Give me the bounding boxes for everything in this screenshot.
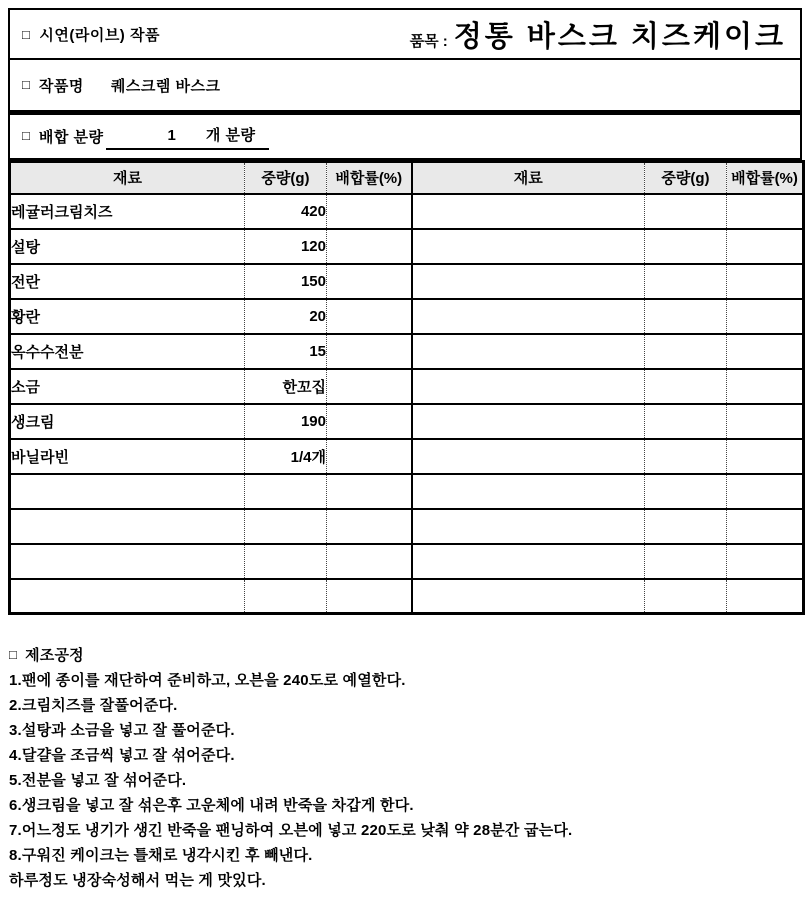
- cell-ratio-left: [327, 264, 412, 299]
- item-title-group: [410, 14, 786, 55]
- table-row: [10, 439, 804, 474]
- cell-ingredient-right: [412, 229, 645, 264]
- cell-ingredient-right: [412, 474, 645, 509]
- table-row: [10, 369, 804, 404]
- cell-weight-left: 420: [245, 194, 327, 229]
- cell-ratio-left: [327, 334, 412, 369]
- process-step: 7.어느정도 냉기가 생긴 반죽을 팬닝하여 오븐에 넣고 220도로 낮춰 약 28분간 굽는다.: [9, 822, 573, 839]
- cell-weight-left: 한꼬집: [245, 369, 327, 404]
- process-step: 하루정도 냉장숙성해서 먹는 게 맛있다.: [9, 872, 266, 889]
- cell-ingredient-left: 옥수수전분: [10, 334, 245, 369]
- cell-ingredient-left: 생크림: [10, 404, 245, 439]
- cell-ingredient-left: [10, 544, 245, 579]
- cell-ingredient-right: [412, 369, 645, 404]
- ingredient-table: [8, 160, 805, 615]
- process-step: 6.생크림을 넣고 잘 섞은후 고운체에 내려 반죽을 차갑게 한다.: [9, 797, 414, 814]
- process-heading: [9, 643, 802, 668]
- cell-ratio-left: [327, 229, 412, 264]
- process-step: 2.크림치즈를 잘풀어준다.: [9, 697, 178, 714]
- cell-ingredient-left: 레귤러크림치즈: [10, 194, 245, 229]
- cell-weight-left: 20: [245, 299, 327, 334]
- cell-ratio-right: [727, 334, 804, 369]
- cell-weight-right: [645, 229, 727, 264]
- cell-ingredient-left: [10, 579, 245, 614]
- cell-weight-left: [245, 544, 327, 579]
- cell-weight-left: [245, 579, 327, 614]
- checkbox-icon: □: [22, 128, 30, 143]
- column-header-ratio-right: 배합률(%): [727, 162, 804, 194]
- cell-ratio-left: [327, 369, 412, 404]
- cell-ingredient-left: 소금: [10, 369, 245, 404]
- ingredient-table-body: [10, 194, 804, 614]
- table-row: [10, 474, 804, 509]
- cell-ratio-left: [327, 474, 412, 509]
- table-row: [10, 229, 804, 264]
- cell-weight-right: [645, 194, 727, 229]
- cell-ratio-left: [327, 509, 412, 544]
- table-row: [10, 299, 804, 334]
- batch-quantity-value: 1: [167, 126, 176, 144]
- batch-quantity-blank: [106, 124, 270, 150]
- work-name-label: 작품명: [38, 77, 84, 95]
- cell-weight-left: 15: [245, 334, 327, 369]
- checkbox-icon: □: [9, 647, 18, 662]
- process-step: 4.달걀을 조금씩 넣고 잘 섞어준다.: [9, 747, 235, 764]
- column-header-weight-right: 중량(g): [645, 162, 727, 194]
- column-header-ingredient-right: 재료: [412, 162, 645, 194]
- cell-weight-left: 1/4개: [245, 439, 327, 474]
- cell-ratio-right: [727, 264, 804, 299]
- cell-weight-right: [645, 509, 727, 544]
- cell-ingredient-right: [412, 264, 645, 299]
- process-step: 3.설탕과 소금을 넣고 잘 풀어준다.: [9, 722, 235, 739]
- cell-ratio-right: [727, 229, 804, 264]
- process-step: 5.전분을 넣고 잘 섞어준다.: [9, 772, 187, 789]
- batch-unit-label: 개 분량: [205, 126, 256, 144]
- demo-label-group: [22, 24, 160, 45]
- cell-ingredient-left: [10, 474, 245, 509]
- cell-ratio-right: [727, 369, 804, 404]
- cell-ratio-left: [327, 439, 412, 474]
- cell-ratio-left: [327, 544, 412, 579]
- work-name-value: 퀘스크렘 바스크: [110, 77, 221, 95]
- cell-ingredient-right: [412, 509, 645, 544]
- cell-ratio-left: [327, 194, 412, 229]
- cell-ratio-right: [727, 474, 804, 509]
- cell-ratio-right: [727, 579, 804, 614]
- item-title: 정통 바스크 치즈케이크: [453, 20, 786, 53]
- header-row-batch: [8, 112, 802, 160]
- cell-ingredient-right: [412, 194, 645, 229]
- column-header-ingredient-left: 재료: [10, 162, 245, 194]
- table-row: [10, 334, 804, 369]
- cell-weight-left: [245, 474, 327, 509]
- cell-weight-left: 120: [245, 229, 327, 264]
- cell-ingredient-left: 설탕: [10, 229, 245, 264]
- cell-ingredient-right: [412, 334, 645, 369]
- cell-ingredient-right: [412, 579, 645, 614]
- cell-ingredient-right: [412, 299, 645, 334]
- cell-ingredient-left: 황란: [10, 299, 245, 334]
- checkbox-icon: □: [22, 26, 31, 42]
- cell-ingredient-left: 바닐라빈: [10, 439, 245, 474]
- cell-ingredient-left: 전란: [10, 264, 245, 299]
- cell-ratio-right: [727, 439, 804, 474]
- cell-weight-right: [645, 369, 727, 404]
- cell-ratio-right: [727, 544, 804, 579]
- checkbox-icon: □: [22, 76, 30, 92]
- cell-weight-right: [645, 439, 727, 474]
- cell-ingredient-right: [412, 544, 645, 579]
- table-header-row: [10, 162, 804, 194]
- batch-label: 배합 분량: [38, 129, 104, 146]
- cell-ingredient-right: [412, 439, 645, 474]
- cell-weight-left: [245, 509, 327, 544]
- cell-ratio-right: [727, 509, 804, 544]
- cell-ratio-left: [327, 404, 412, 439]
- column-header-ratio-left: 배합률(%): [327, 162, 412, 194]
- cell-weight-left: 150: [245, 264, 327, 299]
- process-step: 1.팬에 종이를 재단하여 준비하고, 오븐을 240도로 예열한다.: [9, 672, 406, 689]
- cell-weight-right: [645, 544, 727, 579]
- cell-weight-right: [645, 264, 727, 299]
- header-row-workname: [8, 60, 802, 112]
- table-row: [10, 579, 804, 614]
- cell-weight-right: [645, 299, 727, 334]
- table-row: [10, 509, 804, 544]
- cell-ingredient-left: [10, 509, 245, 544]
- cell-ratio-right: [727, 299, 804, 334]
- cell-ratio-right: [727, 404, 804, 439]
- table-row: [10, 404, 804, 439]
- column-header-weight-left: 중량(g): [245, 162, 327, 194]
- cell-weight-right: [645, 474, 727, 509]
- cell-weight-left: 190: [245, 404, 327, 439]
- table-row: [10, 194, 804, 229]
- cell-ratio-left: [327, 299, 412, 334]
- process-heading-label: 제조공정: [25, 647, 84, 664]
- item-label: 품목 :: [409, 32, 448, 50]
- cell-ratio-left: [327, 579, 412, 614]
- process-section: [8, 643, 802, 893]
- cell-weight-right: [645, 579, 727, 614]
- cell-weight-right: [645, 404, 727, 439]
- process-steps: [9, 668, 802, 893]
- cell-ingredient-right: [412, 404, 645, 439]
- table-row: [10, 264, 804, 299]
- demo-label: 시연(라이브) 작품: [39, 26, 160, 44]
- cell-ratio-right: [727, 194, 804, 229]
- table-row: [10, 544, 804, 579]
- process-step: 8.구워진 케이크는 틀채로 냉각시킨 후 빼낸다.: [9, 847, 313, 864]
- header-row-demo: [8, 8, 802, 60]
- cell-weight-right: [645, 334, 727, 369]
